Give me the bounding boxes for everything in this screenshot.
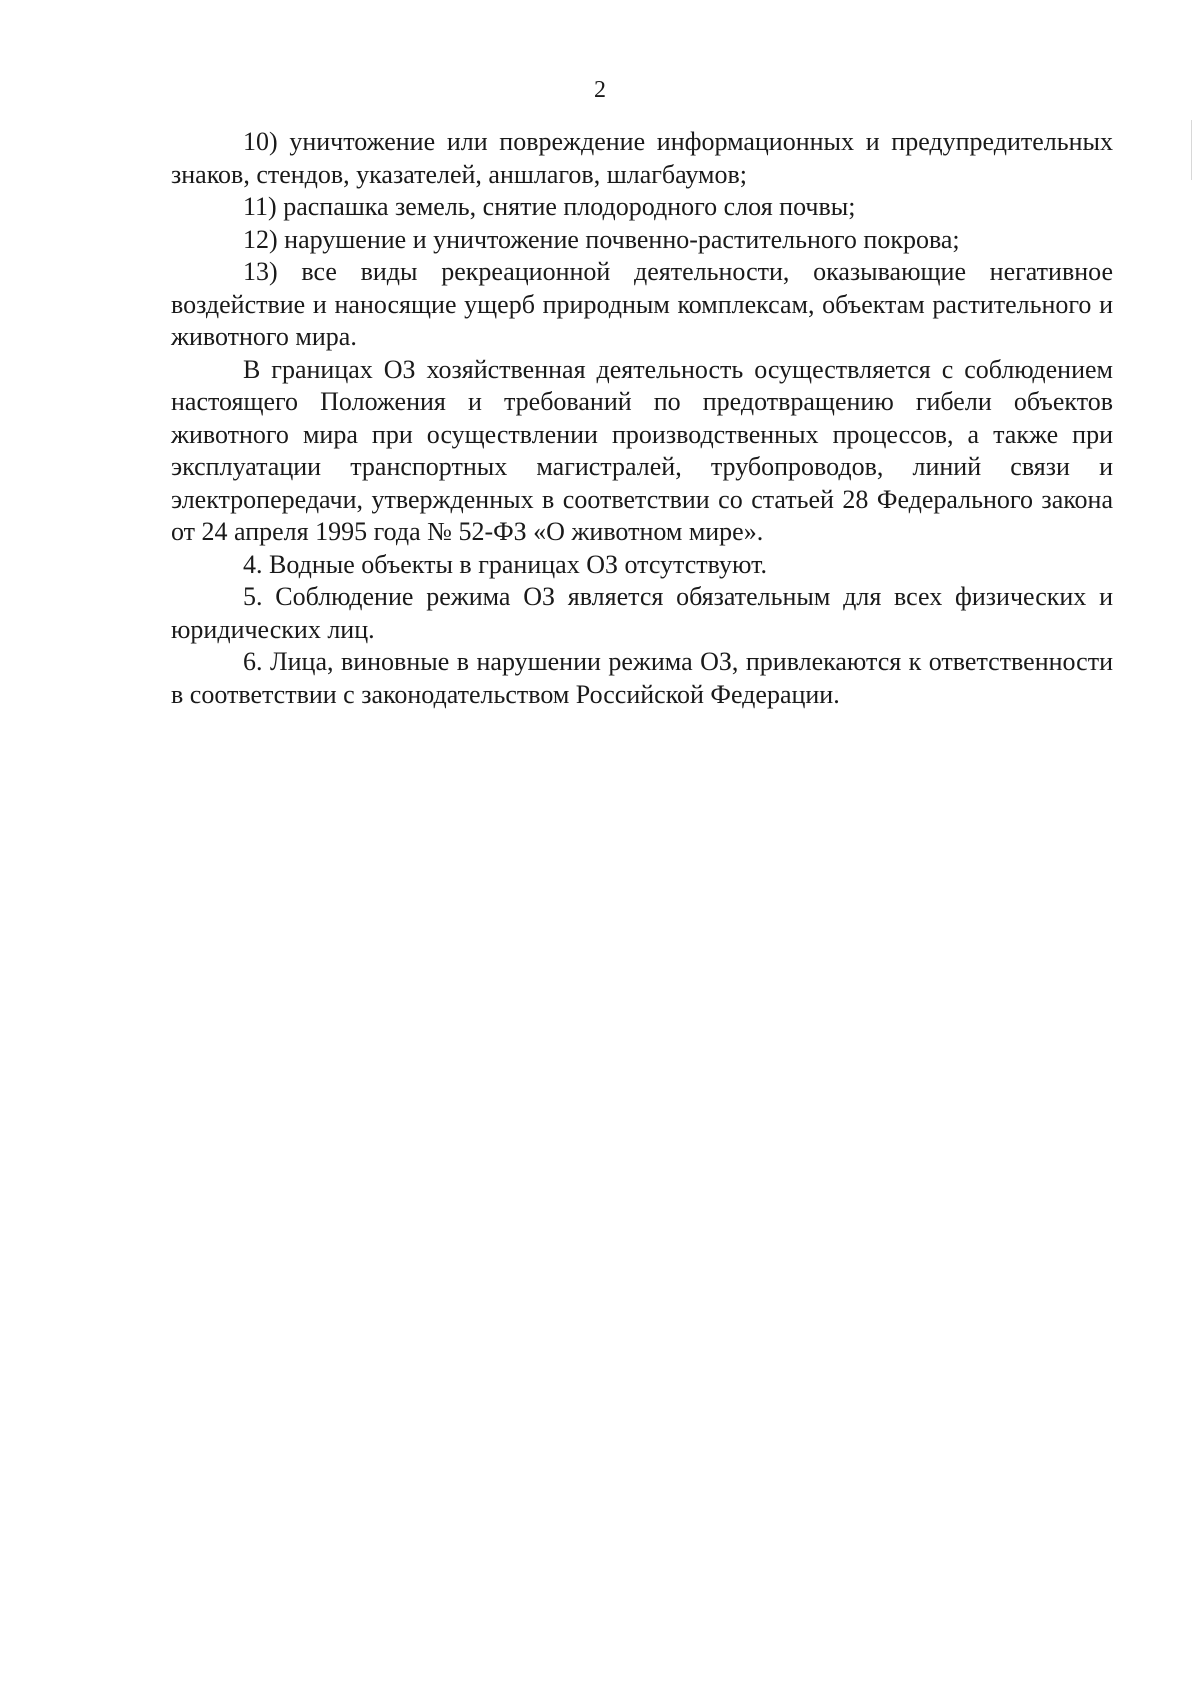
- page-number: 2: [594, 77, 606, 103]
- list-item-12: 12) нарушение и уничтожение почвенно-растительного покрова;: [243, 224, 960, 254]
- scan-edge-line: [1191, 120, 1192, 180]
- section-4-paragraph: 4. Водные объекты в границах ОЗ отсутствуют.: [243, 549, 767, 579]
- section-5-paragraph: 5. Соблюдение режима ОЗ является обязательным для всех физических и юридических лиц.: [171, 582, 1113, 644]
- section-6-paragraph: 6. Лица, виновные в нарушении режима ОЗ, привлекаются к ответственности в соответствии с законодательством Российской Федерации.: [171, 647, 1113, 709]
- economic-activity-paragraph: В границах ОЗ хозяйственная деятельность осуществляется с соблюдением настоящего Положения и требований по предотвращению гибели объектов животного мира при осуществлении производственных процессов, а также при эксплуатации транспортных магистралей, трубопроводов, линий связи и электропередачи, утвержденных в соответствии со статьей 28 Федерального закона от 24 апреля 1995 года № 52-ФЗ «О животном мире».: [171, 354, 1113, 546]
- list-item-13: 13) все виды рекреационной деятельности, оказывающие негативное воздействие и наносящие ущерб природным комплексам, объектам растительного и животного мира.: [171, 257, 1113, 351]
- list-item-11: 11) распашка земель, снятие плодородного слоя почвы;: [243, 192, 856, 221]
- document-body: [171, 126, 1113, 711]
- list-item-10: 10) уничтожение или повреждение информационных и предупредительных знаков, стендов, указателей, аншлагов, шлагбаумов;: [171, 127, 1113, 189]
